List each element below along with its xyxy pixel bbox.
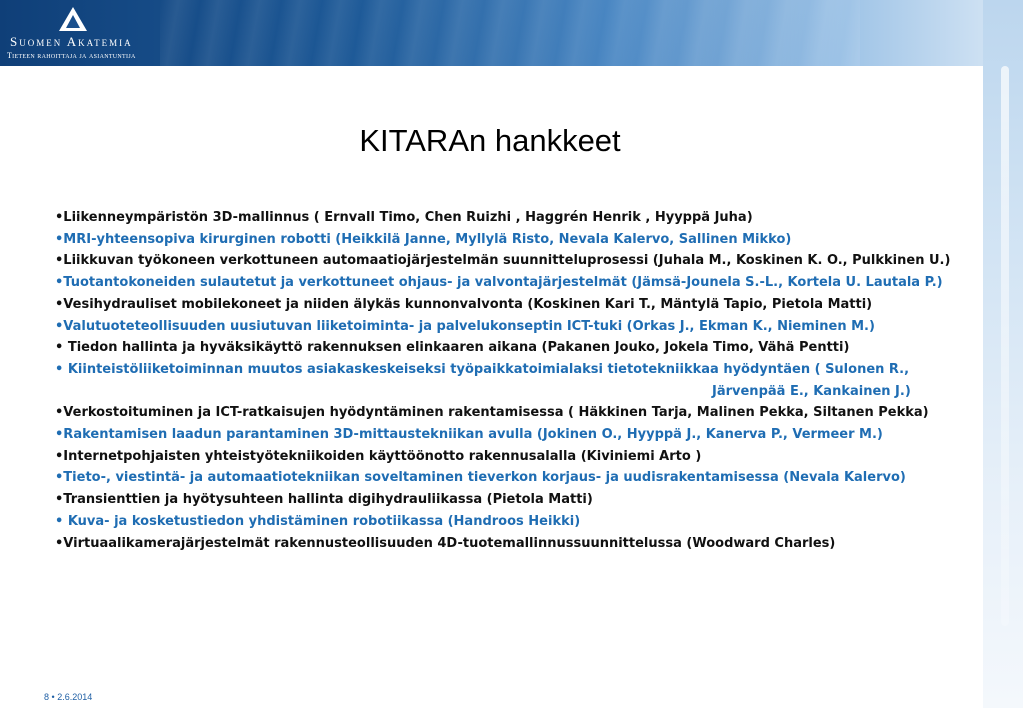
- project-list: [55, 207, 995, 554]
- list-item: •Internetpohjaisten yhteistyötekniikoiden käyttöönotto rakennusalalla (Kiviniemi Arto ): [55, 448, 702, 464]
- list-item: •Tieto-, viestintä- ja automaatiotekniikan soveltaminen tieverkon korjaus- ja uudisrakentamisessa (Nevala Kalervo): [55, 470, 906, 486]
- list-item-continuation: Järvenpää E., Kankainen J.): [712, 383, 911, 399]
- list-item: • Kiinteistöliiketoiminnan muutos asiakaskeskeiseksi työpaikkatoimialaksi tietotekniikkaa hyödyntäen ( Sulonen R.,: [55, 361, 910, 377]
- list-item: •Transienttien ja hyötysuhteen hallinta digihydrauliikassa (Pietola Matti): [55, 492, 593, 508]
- list-item: •Liikenneympäristön 3D-mallinnus ( Ernvall Timo, Chen Ruizhi , Haggrén Henrik , Hyyppä Juha): [55, 210, 753, 225]
- header-decoration: [160, 0, 860, 66]
- list-item: • Kuva- ja kosketustiedon yhdistäminen robotiikassa (Handroos Heikki): [55, 513, 581, 529]
- list-item: •Valutuoteteollisuuden uusiutuvan liiketoiminta- ja palvelukonseptin ICT-tuki (Orkas J., Ekman K., Nieminen M.): [55, 318, 875, 334]
- right-band-highlight: [1001, 66, 1009, 626]
- list-item: •Liikkuvan työkoneen verkottuneen automaatiojärjestelmän suunnitteluprosessi (Juhala M., Koskinen K. O., Pulkkinen U.): [55, 253, 951, 269]
- list-item: • Tiedon hallinta ja hyväksikäyttö rakennuksen elinkaaren aikana (Pakanen Jouko, Jokela Timo, Vähä Pentti): [55, 340, 850, 356]
- logo-name: Suomen Akatemia: [10, 34, 133, 49]
- list-item: •Tuotantokoneiden sulautetut ja verkottuneet ohjaus- ja valvontajärjestelmät (Jämsä-Jounela S.-L., Kortela U. Lautala P.): [55, 275, 943, 291]
- slide-title: KITARAn hankkeet: [359, 123, 621, 158]
- logo-triangle-icon: [58, 6, 88, 32]
- slide-footer: [44, 692, 92, 702]
- footer-separator: •: [51, 692, 55, 702]
- slide-date: 2.6.2014: [57, 692, 93, 702]
- logo-subtitle: Tieteen rahoittaja ja asiantuntija: [7, 51, 136, 60]
- list-item: •Rakentamisen laadun parantaminen 3D-mittaustekniikan avulla (Jokinen O., Hyyppä J., Kanerva P., Vermeer M.): [55, 427, 883, 443]
- list-item: •Vesihydrauliset mobilekoneet ja niiden älykäs kunnonvalvonta (Koskinen Kari T., Mäntylä Tapio, Pietola Matti): [55, 296, 873, 312]
- page-number: 8: [44, 692, 50, 702]
- suomen-akatemia-logo: [0, 0, 170, 66]
- header-banner: [0, 0, 1023, 66]
- list-item: •Verkostoituminen ja ICT-ratkaisujen hyödyntäminen rakentamisessa ( Häkkinen Tarja, Malinen Pekka, Siltanen Pekka): [55, 405, 929, 421]
- list-item: •MRI-yhteensopiva kirurginen robotti (Heikkilä Janne, Myllylä Risto, Nevala Kalervo, Sallinen Mikko): [55, 231, 792, 247]
- list-item: •Virtuaalikamerajärjestelmät rakennusteollisuuden 4D-tuotemallinnussuunnittelussa (Woodward Charles): [55, 535, 836, 551]
